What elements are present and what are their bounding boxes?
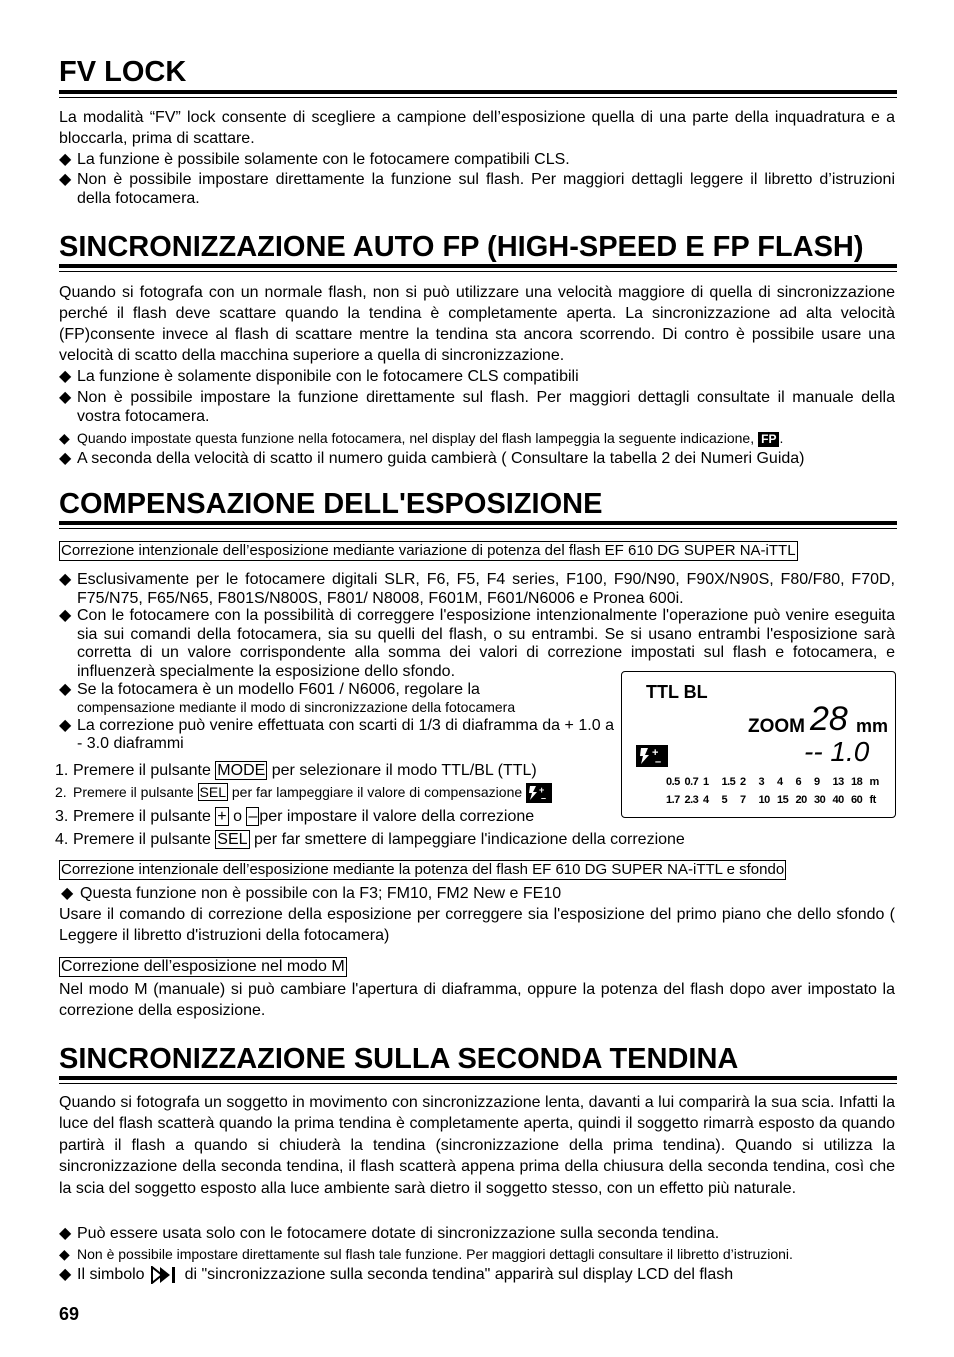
bullet-text: Con le fotocamere con la possibilità di correggere l'esposizione intenzionalmente l'operazione può venire eseguita sia sui comandi della fotocamera, sia su quelli del flash, o su entrambi. Se si usano entrambi l'esposizione sarà corretta di un valore corrispondente alla somma dei valori di correzione impostati sul flash e fotocamera, e influenzerà specialmente la esposizione dello sfondo. — [77, 607, 895, 680]
bullet-icon: ◆ — [59, 389, 72, 406]
list-item — [59, 884, 895, 903]
step-text: per far lampeggiare il valore di compensazione — [227, 784, 523, 800]
scale-tick-label: 6 — [795, 776, 802, 788]
scale-tick-label: 7 — [740, 794, 746, 806]
scale-tick-label: 20 — [795, 794, 807, 806]
bullet-text: Non è possibile impostare direttamente sul flash tale funzione. Per maggiori dettagli consultare il libretto d’istruzioni. — [77, 1246, 793, 1262]
step-text: Premere il pulsante — [73, 831, 216, 848]
scale-tick-label: 15 — [777, 794, 789, 806]
bullet-icon: ◆ — [61, 885, 74, 902]
sel-key: SEL — [217, 831, 248, 848]
list-item — [59, 150, 895, 169]
bullet-text: La funzione è solamente disponibile con le fotocamere CLS compatibili — [77, 368, 579, 385]
scale-tick-label: 2 — [740, 776, 746, 788]
bullet-icon: ◆ — [59, 151, 72, 168]
bullet-text: La correzione può venire effettuata con scarti di 1/3 di diaframma da + 1.0 a - 3.0 diaframmi — [77, 717, 614, 752]
scale-tick-label: 60 — [851, 794, 863, 806]
list-item — [59, 1265, 895, 1284]
rear-intro: Quando si fotografa un soggetto in movimento con sincronizzazione lenta, davanti a lui comparirà la sua scia. Infatti la luce del flash scatterà quando la prima tendina è completamente aperta, quindi il soggetto rimarrà esposto da quando partirà il flash a quando si chiuderà la tendina (sincronizzazione della prima tendina). Quando si utilizza la sincronizzazione della seconda tendina, il flash scatterà appena prima della chiusura della seconda tendina, così che la scia del soggetto esposto alla luce ambiente sarà dietro il soggetto stesso, con un effetto più naturale. — [59, 1094, 895, 1197]
list-item — [59, 1224, 895, 1243]
scale-tick-label: 30 — [814, 794, 826, 806]
lcd-zoom-label: ZOOM — [748, 716, 805, 737]
title-rule — [59, 521, 897, 525]
section-title-rear-curtain: SINCRONIZZAZIONE SULLA SECONDA TENDINA — [59, 1043, 739, 1075]
bullet-text: Quando impostate questa funzione nella fotocamera, nel display del flash lampeggia la seguente indicazione, — [77, 430, 755, 446]
step-number: 3. — [55, 808, 69, 825]
step-text: per selezionare il modo TTL/BL (TTL) — [267, 762, 537, 779]
fp-flash-icon: FP — [758, 432, 779, 447]
bullet-icon: ◆ — [59, 571, 72, 588]
lcd-zoom-value: 28 — [810, 700, 848, 738]
scale-tick-label: 5 — [721, 794, 728, 806]
step-3 — [55, 806, 534, 827]
step-text: Premere il pulsante — [73, 762, 216, 779]
bullet-text: Esclusivamente per le fotocamere digitali SLR, F6, F5, F4 series, F100, F90/N90, F90X/N90S, F80/F80, F70D, F75/N75, F65/N65, F801S/N800S, F801/ N8008, F601M, F601/N6006 e Pronea 600i. — [77, 571, 895, 607]
subsection-box-power: Correzione intenzionale dell’esposizione mediante variazione di potenza del flash EF 610 DG SUPER NA-iTTL — [61, 542, 796, 559]
scale-tick-label: 4 — [703, 794, 709, 806]
step-text: o — [228, 808, 247, 825]
scale-tick-label: 1 — [703, 776, 709, 788]
box3-text: Nel modo M (manuale) si può cambiare l'apertura di diaframma, oppure la potenza del flash dopo aver impostato la correzione della esposizione. — [59, 981, 895, 1019]
mode-key: MODE — [217, 762, 266, 779]
section-title-fv-lock: FV LOCK — [59, 56, 187, 88]
svg-text:+: + — [652, 747, 659, 759]
step-1 — [55, 760, 537, 781]
step-text: Premere il pulsante — [73, 808, 216, 825]
scale-tick-label: 2.3 — [684, 794, 699, 806]
section-title-compensation: COMPENSAZIONE DELL'ESPOSIZIONE — [59, 488, 603, 520]
step-2 — [55, 782, 552, 803]
list-item — [59, 607, 895, 681]
list-item — [59, 367, 895, 386]
list-item — [59, 680, 614, 699]
box2-text: Usare il comando di correzione della esposizione per correggere sia l'esposizione del primo piano che dello sfondo ( Leggere il libretto d'istruzioni della fotocamera) — [59, 906, 895, 944]
scale-tick-label: 18 — [851, 776, 863, 788]
minus-key: – — [248, 808, 258, 825]
bullet-text: A seconda della velocità di scatto il numero guida cambierà ( Consultare la tabella 2 dei Numeri Guida) — [77, 450, 805, 467]
bullet-text: Questa funzione non è possibile con la F3; FM10, FM2 New e FE10 — [80, 885, 562, 902]
step-number: 4. — [55, 831, 69, 848]
bullet-text: Se la fotocamera è un modello F601 / N6006, regolare la — [77, 681, 480, 698]
subsection-box-manual: Correzione dell’esposizione nel modo M — [61, 958, 345, 975]
scale-tick-label: 1.5 — [721, 776, 736, 788]
bullet-icon: ◆ — [59, 607, 72, 624]
list-item — [59, 449, 895, 468]
bullet-text: di "sincronizzazione sulla seconda tendina" apparirà sul display LCD del flash — [184, 1266, 734, 1283]
bullet-icon: ◆ — [59, 1246, 70, 1262]
fp-intro: Quando si fotografa con un normale flash, non si può utilizzare una velocità maggiore di quella di sincronizzazione perché il flash deve scattare quando la tendina è completamente aperta. La sincronizzazione ad alta velocità (FP)consente invece al flash di scattare mentre la tendina sta ancora scorrendo. Di contro è possibile usare una velocità di scatto della macchina superiore a quella di sincronizzazione. — [59, 284, 895, 364]
svg-text:–: – — [655, 756, 662, 767]
list-item — [59, 388, 895, 426]
lcd-display-illustration — [621, 671, 896, 818]
scale-tick-label: 3 — [758, 776, 765, 788]
bullet-icon: ◆ — [59, 1225, 72, 1242]
scale-tick-label: m — [869, 776, 879, 788]
bullet-icon: ◆ — [59, 368, 72, 385]
list-item — [59, 570, 895, 608]
scale-tick-label: 0.5 — [666, 776, 680, 788]
rear-curtain-sync-icon — [151, 1266, 179, 1284]
distance-scale-ft — [666, 794, 888, 808]
bullet-icon: ◆ — [59, 681, 72, 698]
scale-tick-label: 1.7 — [666, 794, 680, 806]
step-text: Premere il pulsante — [73, 784, 198, 800]
subsection-box-background: Correzione intenzionale dell’esposizione mediante la potenza del flash EF 610 DG SUPER NA-iTTL e sfondo — [61, 861, 785, 878]
scale-tick-label: 9 — [814, 776, 820, 788]
step-number: 2. — [55, 784, 67, 800]
fv-intro: La modalità “FV” lock consente di scegliere a campione dell’esposizione quella di una parte della inquadratura e a bloccarla, prima di scattare. — [59, 109, 895, 147]
scale-tick-label: 10 — [758, 794, 770, 806]
title-rule-thin — [59, 97, 897, 98]
lcd-zoom-unit: mm — [856, 716, 889, 736]
lcd-comp-value: -- 1.0 — [804, 736, 870, 767]
bullet-icon: ◆ — [59, 171, 72, 188]
section-title-auto-fp: SINCRONIZZAZIONE AUTO FP (HIGH-SPEED E FP FLASH) — [59, 231, 864, 263]
title-rule-thin — [59, 528, 897, 529]
bullet-text: Il simbolo — [77, 1266, 145, 1283]
bullet-text: La funzione è possibile solamente con le fotocamere compatibili CLS. — [77, 151, 570, 168]
bullet-text: Non è possibile impostare direttamente la funzione sul flash. Per maggiori dettagli leggere il libretto d’istruzioni della fotocamera. — [77, 171, 895, 207]
list-item — [59, 170, 895, 208]
bullet-text-continued: compensazione mediante il modo di sincronizzazione della fotocamera — [77, 699, 516, 715]
scale-tick-label: 40 — [832, 794, 844, 806]
lcd-mode: TTL BL — [646, 682, 708, 702]
title-rule — [59, 264, 897, 268]
step-number: 1. — [55, 762, 69, 779]
flash-compensation-icon — [526, 783, 552, 803]
title-rule-thin — [59, 271, 897, 272]
list-item — [59, 717, 614, 753]
plus-key: + — [217, 808, 227, 825]
svg-text:–: – — [541, 793, 547, 804]
distance-scale-m — [666, 776, 888, 790]
scale-tick-label: 4 — [777, 776, 783, 788]
page-number: 69 — [59, 1304, 80, 1324]
sel-key: SEL — [199, 784, 226, 800]
step-text: per far smettere di lampeggiare l'indicazione della correzione — [249, 831, 685, 848]
scale-tick-label: 13 — [832, 776, 844, 788]
title-rule-thin — [59, 1083, 897, 1084]
bullet-icon: ◆ — [59, 450, 72, 467]
step-text: per impostare il valore della correzione — [259, 808, 535, 825]
list-item: ◆ Quando impostate questa funzione nella fotocamera, nel display del flash lampeggia la seguente indicazione, FP . — [59, 430, 784, 446]
list-item — [59, 1245, 895, 1264]
bullet-text: Può essere usata solo con le fotocamere dotate di sincronizzazione sulla seconda tendina. — [77, 1225, 720, 1242]
title-rule — [59, 1076, 897, 1080]
bullet-text: Non è possibile impostare la funzione direttamente sul flash. Per maggiori dettagli consultate il manuale della vostra fotocamera. — [77, 389, 895, 425]
flash-compensation-icon — [636, 745, 668, 767]
title-rule — [59, 90, 897, 94]
scale-tick-label: ft — [869, 794, 876, 806]
bullet-icon: ◆ — [59, 717, 72, 734]
bullet-icon: ◆ — [59, 430, 70, 446]
scale-tick-label: 0.7 — [684, 776, 699, 788]
step-4 — [55, 829, 685, 850]
bullet-icon: ◆ — [59, 1266, 72, 1283]
svg-text:+: + — [539, 785, 545, 796]
